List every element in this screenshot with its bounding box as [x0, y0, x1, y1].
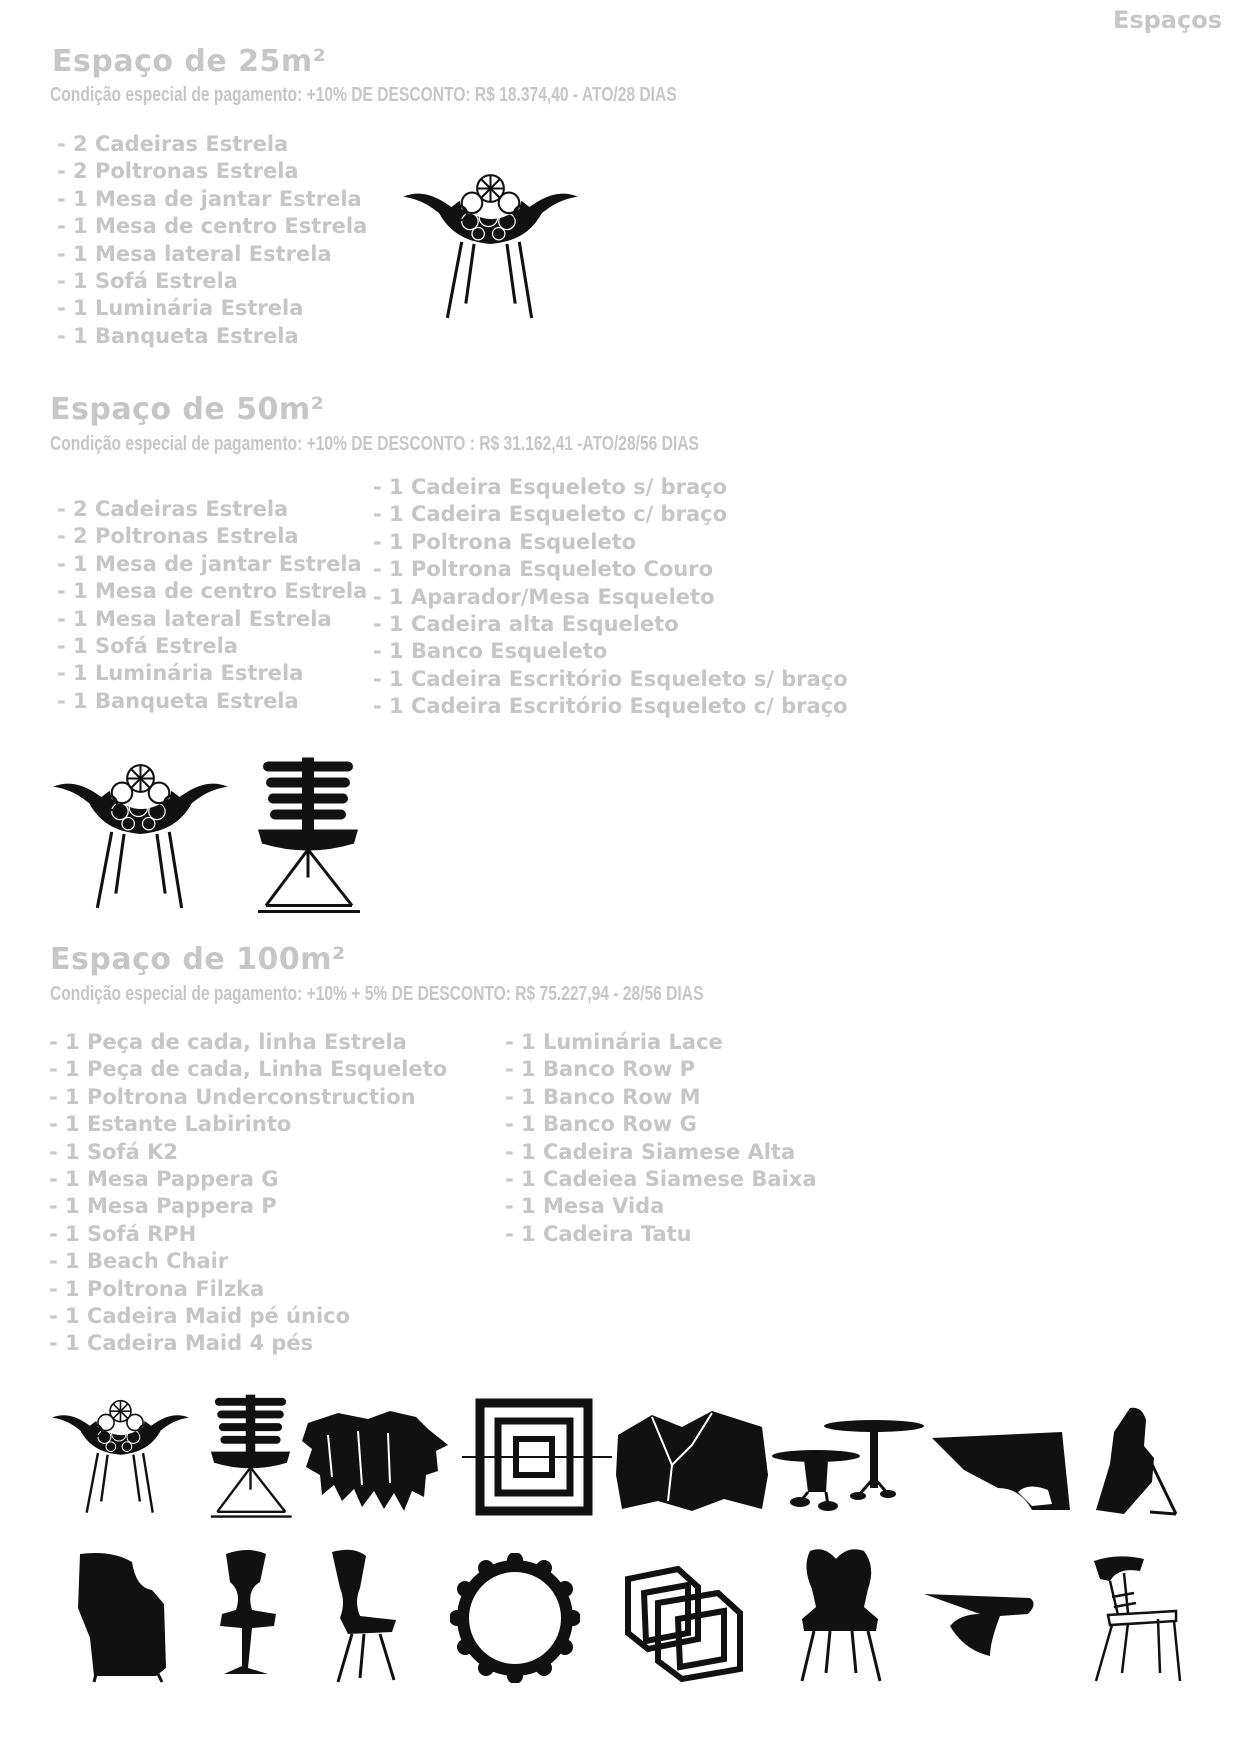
section-title-25m2: Espaço de 25m² — [52, 44, 327, 79]
list-item: - 1 Banco Esqueleto — [373, 639, 608, 664]
list-item: - 1 Sofá Estrela — [57, 268, 238, 293]
maid-single-leg-chair-icon — [212, 1548, 282, 1678]
list-item: - 1 Cadeiea Siamese Baixa — [505, 1166, 817, 1191]
list-item: - 1 Sofá K2 — [49, 1139, 179, 1164]
list-item: - 2 Poltronas Estrela — [57, 524, 299, 549]
vida-table-icon — [920, 1590, 1040, 1660]
lace-mirror-icon — [450, 1553, 580, 1683]
list-item: - 1 Luminária Estrela — [57, 661, 304, 686]
list-item: - 1 Sofá RPH — [49, 1221, 197, 1246]
list-item: - 1 Aparador/Mesa Esqueleto — [373, 584, 715, 609]
list-item: - 1 Cadeira Tatu — [505, 1221, 692, 1246]
item-list-50m2-esqueleto — [373, 474, 848, 721]
section-condition-50m2: Condição especial de pagamento: +10% DE DESCONTO : R$ 31.162,41 -ATO/28/56 DIAS — [50, 433, 699, 455]
list-item: - 1 Mesa lateral Estrela — [57, 241, 332, 266]
estrela-armchair-icon — [48, 755, 233, 915]
list-item: - 1 Mesa de jantar Estrela — [57, 186, 362, 211]
list-item: - 1 Banco Row G — [505, 1112, 697, 1137]
list-item: - 1 Mesa de jantar Estrela — [57, 551, 362, 576]
tatu-chair-icon — [1088, 1553, 1183, 1683]
list-item: - 1 Cadeira alta Esqueleto — [373, 611, 679, 636]
row-bench-icon — [618, 1563, 748, 1683]
list-item: - 1 Mesa Pappera P — [49, 1194, 277, 1219]
list-item: - 1 Cadeira Maid pé único — [49, 1303, 351, 1328]
item-list-25m2 — [57, 131, 367, 350]
esqueleto-chair-icon — [203, 1393, 298, 1523]
list-item: - 1 Poltrona Esqueleto Couro — [373, 557, 714, 582]
underconstruction-armchair-icon — [298, 1405, 458, 1515]
section-condition-100m2: Condição especial de pagamento: +10% + 5% DE DESCONTO: R$ 75.227,94 - 28/56 DIAS — [50, 983, 704, 1005]
section-title-50m2: Espaço de 50m² — [50, 392, 325, 427]
list-item: - 1 Cadeira Siamese Alta — [505, 1139, 796, 1164]
list-item: - 1 Mesa de centro Estrela — [57, 579, 368, 604]
labirinto-bookshelf-icon — [462, 1395, 612, 1520]
list-item: - 1 Peça de cada, linha Estrela — [49, 1030, 407, 1054]
list-item: - 1 Cadeira Maid 4 pés — [49, 1331, 314, 1356]
siamese-chair-icon — [790, 1545, 890, 1685]
section-title-100m2: Espaço de 100m² — [50, 942, 346, 977]
list-item: - 1 Luminária Lace — [505, 1030, 723, 1054]
estrela-armchair-icon — [48, 1393, 193, 1518]
list-item: - 1 Cadeira Escritório Esqueleto c/ braço — [373, 694, 848, 719]
list-item: - 1 Cadeira Esqueleto s/ braço — [373, 475, 728, 499]
list-item: - 1 Banqueta Estrela — [57, 323, 299, 348]
beach-chair-icon — [1080, 1402, 1190, 1520]
item-list-50m2-estrela — [57, 496, 367, 715]
estrela-armchair-icon — [398, 165, 583, 325]
pappera-tables-icon — [768, 1410, 928, 1520]
list-item: - 1 Luminária Estrela — [57, 296, 304, 321]
list-item: - 1 Poltrona Underconstruction — [49, 1084, 416, 1109]
rph-sofa-icon — [928, 1412, 1078, 1512]
list-item: - 1 Cadeira Esqueleto c/ braço — [373, 502, 727, 527]
list-item: - 1 Poltrona Filzka — [49, 1276, 265, 1301]
list-item: - 2 Cadeiras Estrela — [57, 132, 289, 156]
page-category-label: Espaços — [1112, 6, 1222, 34]
list-item: - 1 Estante Labirinto — [49, 1112, 292, 1137]
list-item: - 1 Mesa Vida — [505, 1194, 665, 1219]
item-list-100m2-right — [505, 1029, 817, 1248]
k2-sofa-icon — [612, 1405, 772, 1515]
list-item: - 1 Mesa Pappera G — [49, 1166, 279, 1191]
list-item: - 1 Beach Chair — [49, 1249, 229, 1274]
list-item: - 1 Mesa lateral Estrela — [57, 606, 332, 631]
list-item: - 1 Banco Row M — [505, 1084, 701, 1109]
list-item: - 2 Poltronas Estrela — [57, 159, 299, 184]
list-item: - 1 Cadeira Escritório Esqueleto s/ braço — [373, 666, 848, 691]
list-item: - 1 Banco Row P — [505, 1057, 695, 1082]
list-item: - 2 Cadeiras Estrela — [57, 497, 289, 521]
list-item: - 1 Banqueta Estrela — [57, 688, 299, 713]
maid-four-leg-chair-icon — [318, 1548, 403, 1683]
section-condition-25m2: Condição especial de pagamento: +10% DE DESCONTO: R$ 18.374,40 - ATO/28 DIAS — [50, 84, 677, 106]
filzka-armchair-icon — [72, 1548, 187, 1683]
esqueleto-chair-icon — [248, 755, 368, 920]
item-list-100m2-left — [49, 1029, 447, 1358]
list-item: - 1 Sofá Estrela — [57, 633, 238, 658]
list-item: - 1 Mesa de centro Estrela — [57, 214, 368, 239]
list-item: - 1 Peça de cada, Linha Esqueleto — [49, 1057, 448, 1082]
list-item: - 1 Poltrona Esqueleto — [373, 529, 637, 554]
